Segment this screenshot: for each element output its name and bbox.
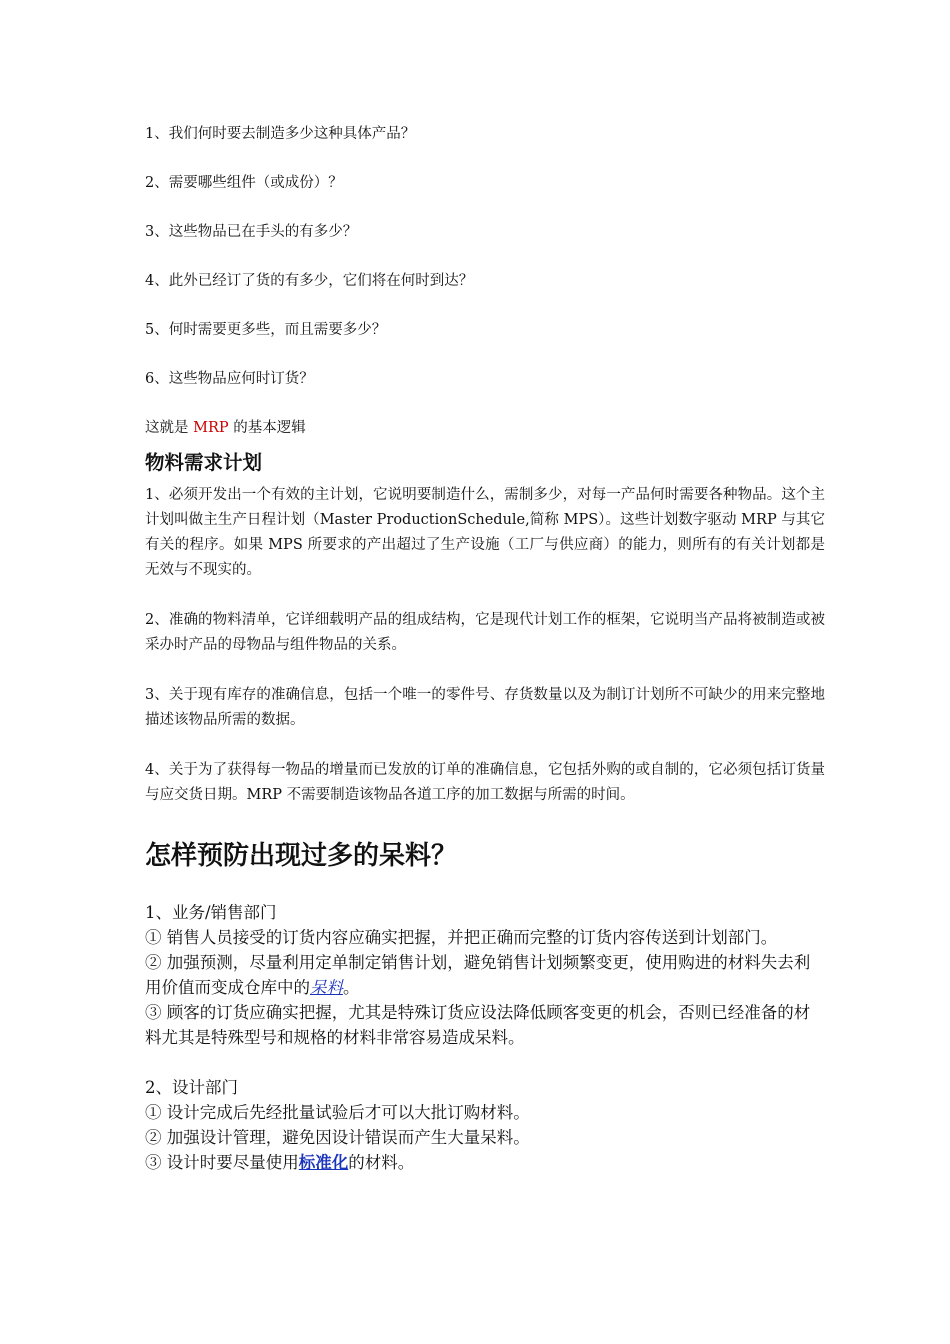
- logic-prefix: 这就是: [145, 420, 194, 436]
- question-list: [145, 122, 825, 391]
- sales-item-2-end: 。: [343, 978, 360, 997]
- design-heading: 2、设计部门: [145, 1078, 238, 1097]
- mrp-paragraph-1: 1、必须开发出一个有效的主计划，它说明要制造什么，需制多少，对每一产品何时需要各种物品。这个主计划叫做主生产日程计划（Master ProductionSchedule,简称 MPS）。这些计划数字驱动 MRP 与其它有关的程序。如果 MPS 所要求的产出超过了生产设施（工厂与供应商）的能力，则所有的有关计划都是无效与不现实的。: [145, 487, 825, 578]
- sales-item-2-text: ② 加强预测，尽量利用定单制定销售计划，避免销售计划频繁变更，使用购进的材料失去利用价值而变成仓库中的: [145, 953, 811, 997]
- question-item-2: 2、需要哪些组件（或成份）？: [145, 175, 343, 191]
- design-item-1: ① 设计完成后先经批量试验后才可以大批订购材料。: [145, 1103, 530, 1122]
- sales-item-2: [145, 950, 825, 1000]
- standardization-link[interactable]: 标准化: [298, 1153, 349, 1172]
- mrp-section-title: 物料需求计划: [145, 451, 263, 474]
- logic-suffix: 的基本逻辑: [228, 420, 306, 436]
- document-page: [145, 122, 825, 1175]
- block-spacer: [145, 1050, 825, 1075]
- sales-item-1: ① 销售人员接受的订货内容应确实把握，并把正确而完整的订货内容传送到计划部门。: [145, 928, 778, 947]
- mrp-requirements: [145, 483, 825, 808]
- prevent-section-title: 怎样预防出现过多的呆料？: [145, 841, 458, 871]
- sales-department-block: [145, 900, 825, 1050]
- dead-stock-link[interactable]: 呆料: [310, 978, 343, 997]
- question-item-5: 5、何时需要更多些，而且需要多少？: [145, 322, 387, 338]
- mrp-paragraph-2: 2、准确的物料清单，它详细载明产品的组成结构，它是现代计划工作的框架，它说明当产品将被制造或被采办时产品的母物品与组件物品的关系。: [145, 612, 825, 653]
- sales-item-3: ③ 顾客的订货应确实把握，尤其是特殊订货应设法降低顾客变更的机会，否则已经准备的材料尤其是特殊型号和规格的材料非常容易造成呆料。: [145, 1003, 811, 1047]
- mrp-logic-line: [145, 416, 825, 440]
- mrp-highlight: MRP: [193, 420, 229, 436]
- design-item-3-end: 的材料。: [348, 1153, 415, 1172]
- design-department-block: [145, 1075, 825, 1175]
- design-item-2: ② 加强设计管理，避免因设计错误而产生大量呆料。: [145, 1128, 530, 1147]
- question-item-1: 1、我们何时要去制造多少这种具体产品？: [145, 126, 416, 142]
- design-item-3: [145, 1150, 825, 1175]
- design-item-3-text: ③ 设计时要尽量使用: [145, 1153, 299, 1172]
- question-item-4: 4、此外已经订了货的有多少，它们将在何时到达？: [145, 273, 474, 289]
- question-item-3: 3、这些物品已在手头的有多少？: [145, 224, 358, 240]
- mrp-paragraph-3: 3、关于现有库存的准确信息，包括一个唯一的零件号、存货数量以及为制订计划所不可缺少的用来完整地描述该物品所需的数据。: [145, 687, 825, 728]
- sales-heading: 1、业务/销售部门: [145, 903, 277, 922]
- question-item-6: 6、这些物品应何时订货？: [145, 371, 314, 387]
- mrp-paragraph-4: 4、关于为了获得每一物品的增量而已发放的订单的准确信息，它包括外购的或自制的，它必须包括订货量与应交货日期。MRP 不需要制造该物品各道工序的加工数据与所需的时间。: [145, 762, 825, 803]
